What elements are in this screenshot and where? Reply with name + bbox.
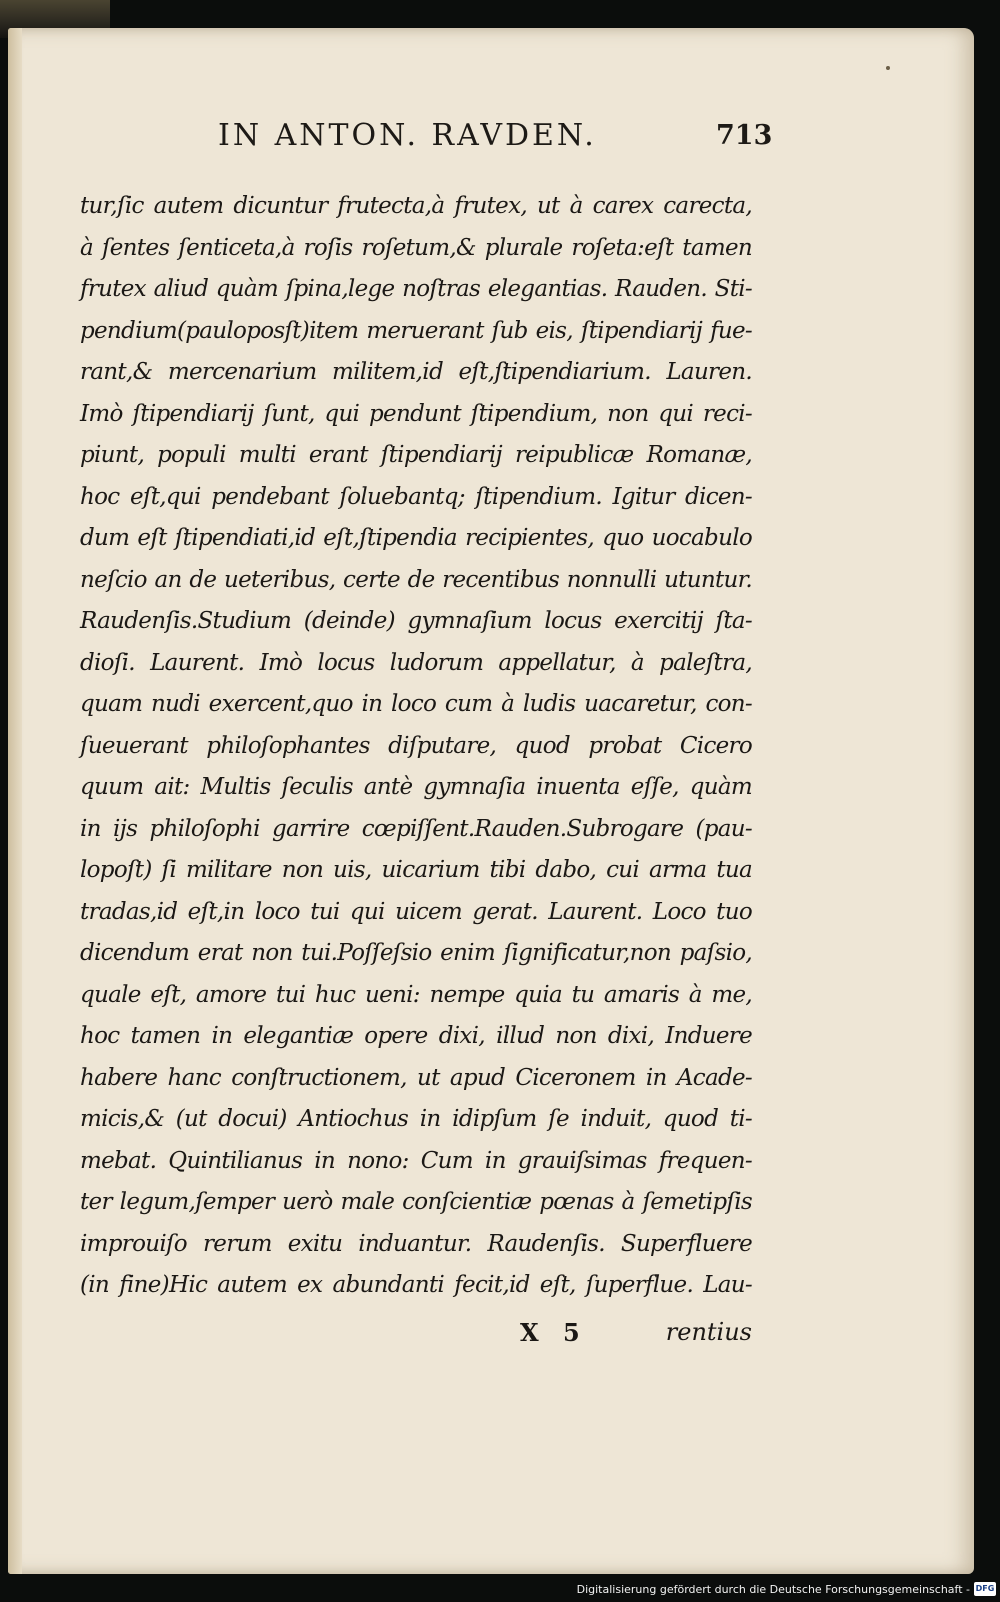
text-line: tradas,id eſt,in loco tui qui uicem gerat. Laurent. Loco tuo: [80, 898, 752, 925]
text-line: mebat. Quintilianus in nono: Cum in grauiſsimas frequen-: [80, 1147, 752, 1174]
footer-catchline: [80, 1318, 752, 1358]
credit-bar: [0, 1578, 1000, 1602]
funding-credit: Digitalisierung gefördert durch die Deutsche Forschungsgemeinschaft -: [576, 1583, 970, 1596]
book-page: [8, 28, 974, 1574]
signature-mark: X 5: [520, 1318, 588, 1347]
text-line: quam nudi exercent,quo in loco cum à ludis uacaretur, con-: [80, 691, 752, 717]
text-line: Raudenſis.Studium (deinde) gymnaſium locus exercitij ſta-: [80, 608, 752, 634]
text-line: frutex aliud quàm ſpina,lege noſtras elegantias. Rauden. Sti-: [80, 276, 752, 302]
text-line: dicendum erat non tui.Poſſeſsio enim ſignificatur,non paſsio,: [80, 940, 752, 966]
text-line: Imò ſtipendiarij ſunt, qui pendunt ſtipendium, non qui reci-: [80, 400, 752, 427]
text-line: improuiſo rerum exitu induantur. Raudenſis. Superfluere: [80, 1230, 752, 1257]
text-line: quale eſt, amore tui huc ueni: nempe quia tu amaris à me,: [80, 981, 752, 1008]
text-line: à ſentes ſenticeta,à roſis roſetum,& plurale roſeta:eſt tamen: [80, 234, 752, 261]
text-line: dioſi. Laurent. Imò locus ludorum appellatur, à paleſtra,: [80, 649, 752, 676]
text-line: hoc eſt,qui pendebant ſoluebantq; ſtipendium. Igitur dicen-: [80, 483, 752, 510]
text-line: neſcio an de ueteribus, certe de recentibus nonnulli utuntur.: [80, 566, 752, 593]
text-line: hoc tamen in elegantiæ opere dixi, illud non dixi, Induere: [80, 1023, 752, 1049]
paper-speck: [886, 66, 890, 70]
catchword: rentius: [665, 1318, 752, 1346]
text-line: ter legum,ſemper uerò male conſcientiæ pœnas à ſemetipſis: [80, 1189, 752, 1215]
text-line: habere hanc conſtructionem, ut apud Ciceronem in Acade-: [80, 1064, 752, 1091]
text-line: ſueuerant philoſophantes diſputare, quod probat Cicero: [80, 732, 752, 759]
page-number: 713: [716, 120, 773, 151]
running-head: IN ANTON. RAVDEN.: [218, 118, 597, 153]
text-line: pendium(pauloposſt)item meruerant ſub eis, ſtipendiarij fue-: [80, 317, 752, 344]
text-line: dum eſt ſtipendiati,id eſt,ſtipendia recipientes, quo uocabulo: [80, 525, 752, 551]
text-line: piunt, populi multi erant ſtipendiarij reipublicæ Romanæ,: [80, 442, 752, 468]
page-header: [8, 114, 974, 166]
text-line: (in fine)Hic autem ex abundanti fecit,id eſt, ſuperflue. Lau-: [80, 1272, 752, 1298]
text-line: rant,& mercenarium militem,id eſt,ſtipendiarium. Lauren.: [80, 359, 752, 385]
text-line: lopoſt) ſi militare non uis, uicarium tibi dabo, cui arma tua: [80, 857, 752, 883]
body-text: [80, 186, 752, 1307]
text-line: micis,& (ut docui) Antiochus in idipſum ſe induit, quod ti-: [80, 1106, 752, 1132]
text-line: tur,ſic autem dicuntur frutecta,à frutex, ut à carex carecta,: [80, 193, 752, 219]
dfg-logo-icon: DFG: [974, 1582, 996, 1596]
text-line: quum ait: Multis ſeculis antè gymnaſia inuenta eſſe, quàm: [80, 774, 752, 800]
page-gutter: [8, 28, 22, 1574]
text-line: in ijs philoſophi garrire cœpiſſent.Rauden.Subrogare (pau-: [80, 815, 752, 842]
